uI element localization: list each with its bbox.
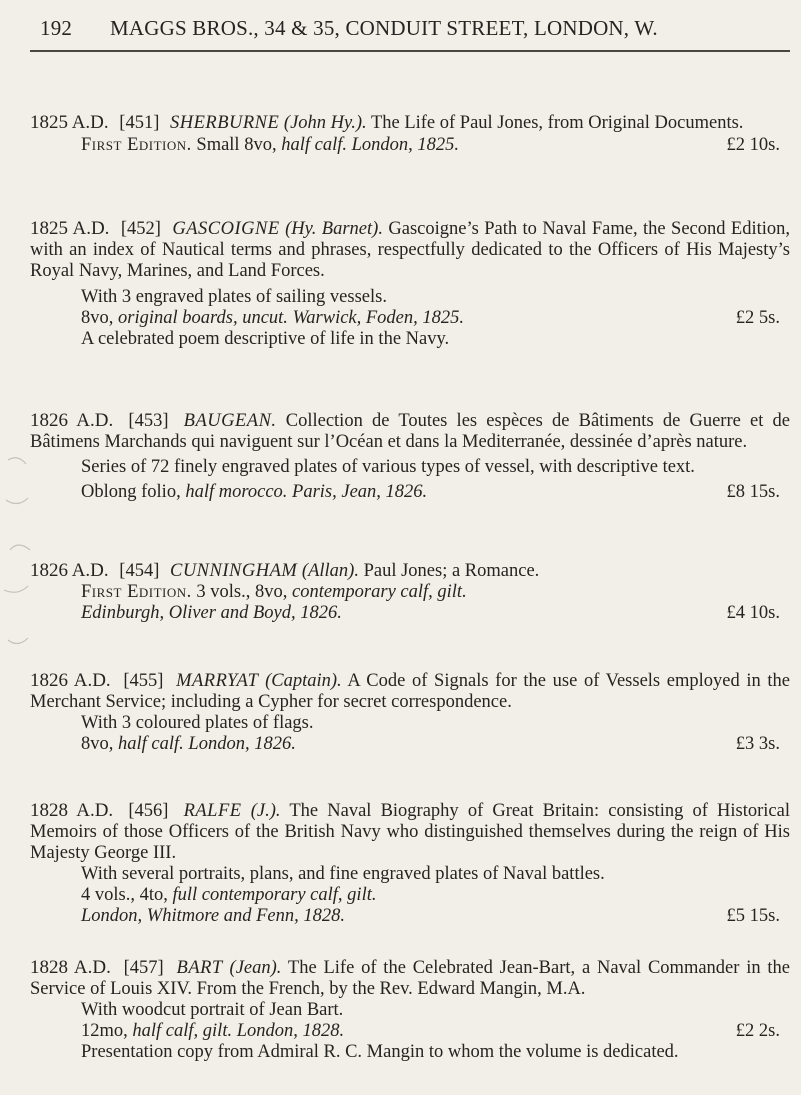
entry-author: RALFE [183, 801, 242, 821]
author-note: (J.). [250, 801, 281, 821]
entry-binding: contemporary calf, gilt. [292, 582, 467, 602]
entry-title: Collection de Toutes les espèces de Bâtiments de Guerre et de Bâtimens Marchands qui naviguent sur l’Océan et dans la Mediterranée, dessinée d’après nature. [30, 411, 791, 452]
entry-plates: With 3 coloured plates of flags. [81, 713, 314, 733]
lot-number: [454] [119, 561, 160, 581]
entry-author: BART [176, 958, 223, 978]
author-note: (Captain). [265, 671, 342, 691]
pencil-margin-marks [0, 440, 60, 680]
publisher-line: MAGGS BROS., 34 & 35, CONDUIT STREET, LONDON, W. [110, 16, 658, 40]
lot-number: [457] [123, 958, 164, 978]
lot-number: [456] [128, 801, 169, 821]
entry-format: Oblong folio, [81, 482, 181, 502]
lot-number: [452] [120, 219, 161, 239]
entry-imprint: London, 1825. [351, 135, 460, 155]
entry-plates: Series of 72 finely engraved plates of various types of vessel, with descriptive text. [81, 457, 695, 477]
entry-format: 8vo, [81, 308, 114, 328]
entry-edition: First Edition. [81, 582, 192, 602]
entry-date: 1825 A.D. [30, 112, 109, 133]
entry-plates: With several portraits, plans, and fine engraved plates of Naval battles. [81, 864, 605, 884]
entry-binding: half calf. [118, 734, 184, 754]
entry-plates: With 3 engraved plates of sailing vessels. [81, 287, 387, 307]
entry-price: £4 10s. [726, 603, 780, 623]
entry-price: £2 5s. [735, 308, 780, 328]
entry-note: A celebrated poem descriptive of life in the Navy. [81, 329, 450, 349]
entry-imprint: London, 1826. [188, 734, 296, 754]
lot-number: [455] [123, 671, 164, 691]
entry-author: SHERBURNE [169, 113, 280, 133]
entry-binding: original boards, uncut. [118, 308, 288, 328]
catalogue-entry-454 [30, 560, 790, 624]
lot-number: [453] [128, 411, 169, 431]
entry-edition: First Edition. [81, 135, 192, 155]
entry-title: Gascoigne’s Path to Naval Fame, the Second Edition, with an index of Nautical terms and phrases, respectfully dedicated to the Officers of His Majesty’s Royal Navy, Marines, and Land Forces. [30, 219, 791, 281]
entry-imprint: Edinburgh, Oliver and Boyd, 1826. [81, 603, 342, 623]
entry-binding: half calf. [281, 135, 347, 155]
entry-format: 8vo, [81, 734, 114, 754]
entry-imprint: Paris, Jean, 1826. [292, 482, 428, 502]
entry-title: The Life of Paul Jones, from Original Documents. [370, 113, 744, 133]
entry-price: £2 10s. [726, 135, 780, 155]
entry-format: 3 vols., 8vo, [196, 582, 288, 602]
entry-title: The Life of the Celebrated Jean-Bart, a Naval Commander in the Service of Louis XIV. From the French, by the Rev. Edward Mangin, M.A. [30, 958, 791, 999]
entry-date: 1826 A.D. [30, 560, 109, 581]
catalogue-entry-457 [30, 957, 790, 1063]
entry-price: £5 15s. [726, 906, 780, 926]
catalogue-entry-456 [30, 800, 790, 927]
entry-imprint: London, Whitmore and Fenn, 1828. [81, 906, 345, 926]
entry-author: MARRYAT [176, 671, 259, 691]
page-number: 192 [40, 16, 73, 40]
entry-price: £2 2s. [735, 1021, 780, 1041]
entry-date: 1825 A.D. [30, 218, 110, 239]
entry-author: GASCOIGNE [172, 219, 280, 239]
entry-binding: half calf, gilt. [132, 1021, 233, 1041]
entry-date: 1828 A.D. [30, 957, 111, 978]
catalogue-entry-452 [30, 218, 790, 350]
entry-date: 1826 A.D. [30, 670, 111, 691]
entry-title: The Naval Biography of Great Britain: consisting of Historical Memoirs of those Officers of the British Navy who distinguished themselves during the reign of His Majesty George III. [30, 801, 790, 863]
header-rule [30, 50, 790, 52]
pencil-scribble [4, 458, 30, 644]
entry-format: Small 8vo, [196, 135, 277, 155]
entry-binding: full contemporary calf, gilt. [172, 885, 377, 905]
author-note: (Allan). [301, 561, 359, 581]
entry-imprint: London, 1828. [236, 1021, 345, 1041]
author-note: (John Hy.). [283, 113, 367, 133]
catalogue-entry-455 [30, 670, 790, 755]
entry-price: £3 3s. [735, 734, 780, 754]
entry-note: Presentation copy from Admiral R. C. Mangin to whom the volume is dedicated. [81, 1042, 679, 1062]
author-note: (Hy. Barnet). [285, 219, 383, 239]
entry-title: A Code of Signals for the use of Vessels employed in the Merchant Service; including a Cypher for secret correspondence. [30, 671, 791, 712]
entry-date: 1826 A.D. [30, 410, 114, 431]
entry-imprint: Warwick, Foden, 1825. [292, 308, 465, 328]
entry-title: Paul Jones; a Romance. [363, 561, 540, 581]
entry-format: 4 vols., 4to, [81, 885, 168, 905]
entry-price: £8 15s. [726, 482, 780, 502]
entry-date: 1828 A.D. [30, 800, 114, 821]
lot-number: [451] [119, 113, 160, 133]
entry-author: BAUGEAN. [183, 411, 277, 431]
running-header [40, 16, 785, 41]
author-note: (Jean). [229, 958, 282, 978]
entry-format: 12mo, [81, 1021, 128, 1041]
catalogue-entry-453 [30, 410, 790, 503]
catalogue-entry-451 [30, 112, 790, 156]
entry-plates: With woodcut portrait of Jean Bart. [81, 1000, 344, 1020]
entry-author: CUNNINGHAM [169, 561, 298, 581]
entry-binding: half morocco. [185, 482, 288, 502]
